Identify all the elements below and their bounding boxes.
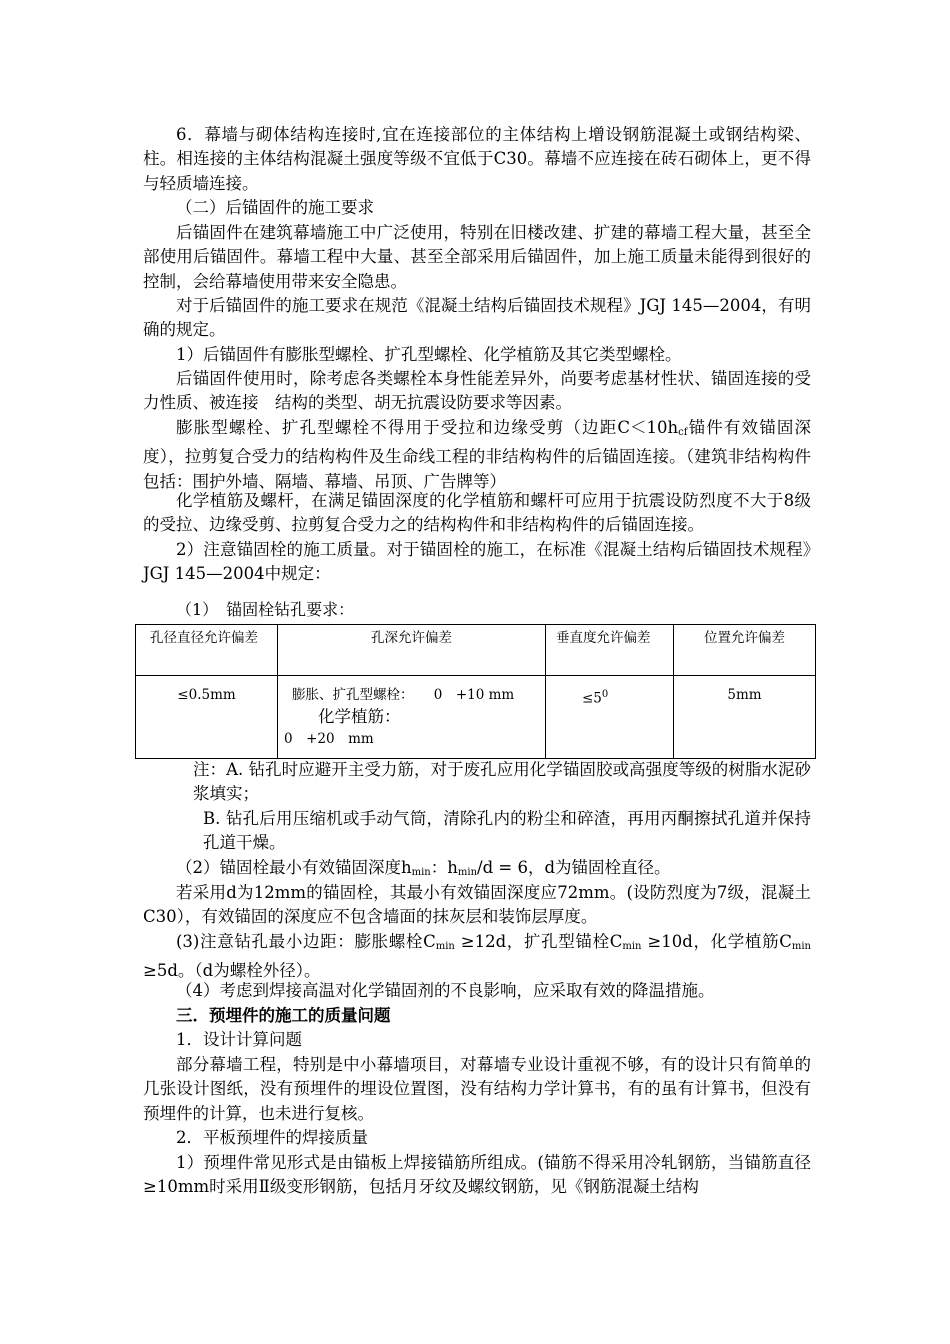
cell-verticality: $\le 5^0$ xyxy=(546,676,674,759)
depth-chemical-value: 0 +20 mm xyxy=(284,731,374,747)
paragraph-welding-heat: （4）考虑到焊接高温对化学锚固剂的不良影响，应采取有效的降温措施。 xyxy=(176,981,715,1000)
paragraph-drilling-requirements: （1） 锚固栓钻孔要求： xyxy=(176,600,355,619)
paragraph-design-calc: 部分幕墙工程，特别是中小幕墙项目，对幕墙专业设计重视不够，有的设计只有简单的几张设计图纸，没有预埋件的埋设位置图，没有结构力学计算书，有的虽有计算书，但没有预埋件的计算，也未进行复核。 xyxy=(143,1055,811,1123)
paragraph-min-edge-distance: (3)注意钻孔最小边距：膨胀螺栓$C_{min} \ge 12d$，扩孔型锚栓$C_{min} \ge 10d$，化学植筋$C_{min} \ge 5d$。（d为螺栓外径）。 xyxy=(143,932,811,981)
drilling-tolerance-table xyxy=(135,624,816,759)
cell-diameter: ≤0.5mm xyxy=(136,676,278,759)
header-depth: 孔深允许偏差 xyxy=(278,625,546,676)
section-heading-3: 三．预埋件的施工的质量问题 xyxy=(176,1006,391,1025)
header-diameter: 孔径直径允许偏差 xyxy=(136,625,278,676)
table-row xyxy=(136,676,816,759)
table-header-row xyxy=(136,625,816,676)
header-verticality: 垂直度允许偏差 xyxy=(546,625,674,676)
section-heading-2: （二）后锚固件的施工要求 xyxy=(176,198,374,217)
paragraph-chemical-anchor: 化学植筋及螺杆，在满足锚固深度的化学植筋和螺杆可应用于抗震设防烈度不大于8级的受拉、边缘受剪、拉剪复合受力之的结构构件和非结构构件的后锚固连接。 xyxy=(143,491,811,535)
cell-position: 5mm xyxy=(674,676,816,759)
note-b: B. 钻孔后用压缩机或手动气筒，清除孔内的粉尘和碎渣，再用丙酮擦拭孔道并保持孔道干燥。 xyxy=(203,809,811,853)
paragraph-post-anchor-usage: 后锚固件在建筑幕墙施工中广泛使用，特别在旧楼改建、扩建的幕墙工程大量，甚至全部使用后锚固件。幕墙工程中大量、甚至全部采用后锚固件，加上施工质量未能得到很好的控制，会给幕墙使用带来安全隐患。 xyxy=(143,223,811,291)
paragraph-construction-quality: 2）注意锚固栓的施工质量。对于锚固栓的施工，在标准《混凝土结构后锚固技术规程》JGJ 145—2004中规定： xyxy=(143,540,811,584)
paragraph-anchor-types: 1）后锚固件有膨胀型螺栓、扩孔型螺栓、化学植筋及其它类型螺栓。 xyxy=(176,345,682,364)
paragraph-min-depth: （2）锚固栓最小有效锚固深度$h_{min}$：$h_{min}/d = 6$，d为锚固栓直径。 xyxy=(176,858,671,878)
paragraph-expansion-bolt: 膨胀型螺栓、扩孔型螺栓不得用于受拉和边缘受剪（边距$C<10h_{cf}$锚件有效锚固深度），拉剪复合受力的结构构件及生命线工程的非结构构件的后锚固连接。（建筑非结构构件包括：围护外墙、隔墙、幕墙、吊顶、广告牌等） xyxy=(143,418,812,491)
paragraph-example-72mm: 若采用d为12mm的锚固栓，其最小有效锚固深度应72mm。(设防烈度为7级，混凝土C30），有效锚固的深度应不包含墙面的抹灰层和装饰层厚度。 xyxy=(143,883,811,927)
cell-depth xyxy=(278,676,546,759)
paragraph-spec-reference: 对于后锚固件的施工要求在规范《混凝土结构后锚固技术规程》JGJ 145—2004，有明确的规定。 xyxy=(143,296,811,340)
paragraph-anchor-considerations: 后锚固件使用时，除考虑各类螺栓本身性能差异外，尚要考虑基材性状、锚固连接的受力性质、被连接 结构的类型、胡无抗震设防要求等因素。 xyxy=(143,369,811,413)
depth-chemical-label: 化学植筋： xyxy=(318,707,401,726)
note-a: 注：A. 钻孔时应避开主受力筋，对于废孔应用化学锚固胶或高强度等级的树脂水泥砂浆填实； xyxy=(193,760,811,804)
paragraph-embedded-parts: 1）预埋件常见形式是由锚板上焊接锚筋所组成。(锚筋不得采用冷轧钢筋，当锚筋直径≥10mm时采用Ⅱ级变形钢筋，包括月牙纹及螺纹钢筋，见《钢筋混凝土结构 xyxy=(143,1153,811,1197)
subheading-design-calc: 1．设计计算问题 xyxy=(176,1030,302,1049)
depth-expansion: 膨胀、扩孔型螺栓： 0 +10 mm xyxy=(292,687,515,703)
header-position: 位置允许偏差 xyxy=(674,625,816,676)
subheading-welding-quality: 2．平板预埋件的焊接质量 xyxy=(176,1128,368,1147)
paragraph-6: 6．幕墙与砌体结构连接时,宜在连接部位的主体结构上增设钢筋混凝土或钢结构梁、柱。相连接的主体结构混凝土强度等级不宜低于C30。幕墙不应连接在砖石砌体上，更不得与轻质墙连接。 xyxy=(143,125,811,193)
